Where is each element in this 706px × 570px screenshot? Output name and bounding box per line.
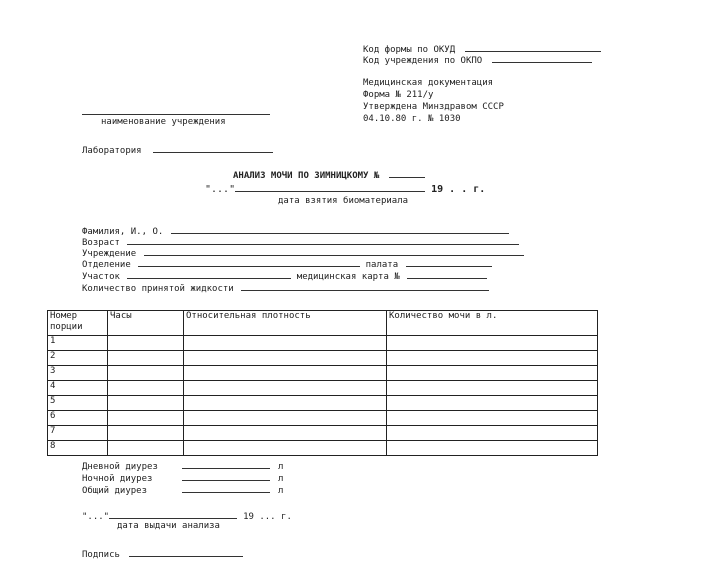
total-diuresis-unit: л	[278, 486, 284, 496]
row-number: 7	[48, 426, 108, 441]
fluid-label: Количество принятой жидкости	[82, 284, 234, 294]
day-diuresis-label: Дневной диурез	[82, 462, 158, 472]
total-diuresis-label: Общий диурез	[82, 486, 148, 496]
day-diuresis-field[interactable]	[182, 459, 270, 469]
institution-caption: наименование учреждения	[101, 117, 226, 127]
table-row	[48, 426, 598, 441]
med-card-label: медицинская карта №	[296, 272, 400, 282]
name-label: Фамилия, И., О.	[82, 227, 164, 237]
header-portion-number: Номер порции	[48, 311, 108, 336]
hours-cell[interactable]	[108, 411, 184, 426]
ward-label: палата	[365, 260, 399, 270]
row-number: 8	[48, 441, 108, 456]
district-label: Участок	[82, 272, 120, 282]
header-density: Относительная плотность	[184, 311, 387, 336]
collection-year: 19 . . г.	[431, 184, 486, 195]
approved-by: Утверждена Минздравом СССР	[363, 102, 504, 112]
collection-date-caption: дата взятия биоматериала	[278, 196, 409, 206]
name-field[interactable]	[171, 224, 509, 234]
signature-row	[82, 547, 243, 561]
signature-label: Подпись	[82, 550, 120, 560]
patient-institution-field[interactable]	[144, 246, 524, 256]
hours-cell[interactable]	[108, 396, 184, 411]
amount-cell[interactable]	[387, 441, 598, 456]
analysis-number-field[interactable]	[389, 168, 425, 178]
institution-field[interactable]	[82, 106, 270, 115]
okud-label: Код формы по ОКУД	[363, 45, 456, 55]
amount-cell[interactable]	[387, 351, 598, 366]
district-field[interactable]	[127, 269, 291, 279]
table-row	[48, 411, 598, 426]
laboratory-label: Лаборатория	[82, 146, 142, 156]
amount-cell[interactable]	[387, 366, 598, 381]
approved-date: 04.10.80 г. № 1030	[363, 114, 461, 124]
hours-cell[interactable]	[108, 426, 184, 441]
form-number: Форма № 211/у	[363, 90, 434, 100]
density-cell[interactable]	[184, 381, 387, 396]
age-label: Возраст	[82, 238, 120, 248]
row-number: 6	[48, 411, 108, 426]
night-diuresis-field[interactable]	[182, 471, 270, 481]
row-number: 4	[48, 381, 108, 396]
age-field[interactable]	[127, 235, 519, 245]
table-row	[48, 441, 598, 456]
laboratory-row	[82, 143, 273, 157]
portions-table	[47, 310, 598, 456]
density-cell[interactable]	[184, 396, 387, 411]
hours-cell[interactable]	[108, 381, 184, 396]
med-card-field[interactable]	[407, 269, 487, 279]
hours-cell[interactable]	[108, 351, 184, 366]
doc-type: Медицинская документация	[363, 78, 494, 88]
amount-cell[interactable]	[387, 426, 598, 441]
hours-cell[interactable]	[108, 336, 184, 351]
day-diuresis-unit: л	[278, 462, 284, 472]
collection-date-row	[205, 182, 485, 195]
density-cell[interactable]	[184, 441, 387, 456]
signature-field[interactable]	[129, 547, 243, 557]
density-cell[interactable]	[184, 336, 387, 351]
page-title: АНАЛИЗ МОЧИ ПО ЗИМНИЦКОМУ №	[233, 171, 380, 181]
density-cell[interactable]	[184, 426, 387, 441]
ward-field[interactable]	[406, 257, 492, 267]
table-row	[48, 366, 598, 381]
okpo-label: Код учреждения по ОКПО	[363, 56, 483, 66]
amount-cell[interactable]	[387, 336, 598, 351]
table-row	[48, 351, 598, 366]
department-field[interactable]	[138, 257, 360, 267]
issue-year: 19 ... г.	[243, 512, 292, 522]
row-number: 1	[48, 336, 108, 351]
okud-field[interactable]	[465, 42, 601, 52]
night-diuresis-unit: л	[278, 474, 284, 484]
header-hours: Часы	[108, 311, 184, 336]
amount-cell[interactable]	[387, 381, 598, 396]
total-diuresis-row	[82, 483, 283, 497]
issue-date-field[interactable]	[109, 509, 237, 519]
department-label: Отделение	[82, 260, 131, 270]
title-row	[233, 168, 425, 182]
table-row	[48, 336, 598, 351]
okpo-field[interactable]	[492, 53, 592, 63]
fluid-row	[82, 281, 489, 295]
okpo-row	[363, 53, 592, 67]
total-diuresis-field[interactable]	[182, 483, 270, 493]
hours-cell[interactable]	[108, 441, 184, 456]
density-cell[interactable]	[184, 411, 387, 426]
header-urine-amount: Количество мочи в л.	[387, 311, 598, 336]
table-row	[48, 396, 598, 411]
fluid-field[interactable]	[241, 281, 489, 291]
density-cell[interactable]	[184, 366, 387, 381]
row-number: 5	[48, 396, 108, 411]
row-number: 3	[48, 366, 108, 381]
institution-label: Учреждение	[82, 249, 137, 259]
laboratory-field[interactable]	[153, 143, 273, 153]
table-header-row	[48, 311, 598, 336]
night-diuresis-label: Ночной диурез	[82, 474, 153, 484]
collection-date-field[interactable]	[235, 182, 425, 192]
collection-date-prefix: "..."	[205, 184, 236, 195]
table-row	[48, 381, 598, 396]
issue-date-prefix: "..."	[82, 512, 110, 522]
density-cell[interactable]	[184, 351, 387, 366]
amount-cell[interactable]	[387, 396, 598, 411]
amount-cell[interactable]	[387, 411, 598, 426]
hours-cell[interactable]	[108, 366, 184, 381]
row-number: 2	[48, 351, 108, 366]
issue-date-caption: дата выдачи анализа	[117, 521, 220, 531]
